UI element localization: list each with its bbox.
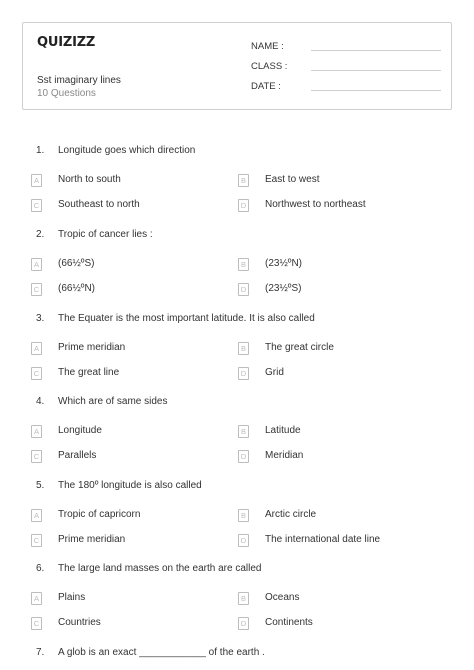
date-line <box>311 90 441 91</box>
question-text: Tropic of cancer lies : <box>58 229 153 240</box>
question-text: The Equater is the most important latitude. It is also called <box>58 313 315 324</box>
question-text: Longitude goes which direction <box>58 145 196 156</box>
name-field <box>251 41 284 52</box>
question-number: 2. <box>36 229 45 240</box>
option-text: Oceans <box>265 592 300 603</box>
option-text: (23½ºS) <box>265 283 302 294</box>
option-letter-box[interactable]: A <box>31 258 42 271</box>
option-letter-box[interactable]: D <box>238 367 249 380</box>
class-field <box>251 61 287 72</box>
option-text: (66½ºS) <box>58 258 95 269</box>
option-letter-box[interactable]: B <box>238 425 249 438</box>
question-text: The 180º longitude is also called <box>58 480 202 491</box>
quizizz-logo: QUIZIZZ <box>37 35 96 50</box>
option-letter-box[interactable]: D <box>238 450 249 463</box>
date-label: DATE : <box>251 81 281 92</box>
option-text: Prime meridian <box>58 342 126 353</box>
option-text: Parallels <box>58 450 97 461</box>
option-letter-box[interactable]: A <box>31 425 42 438</box>
question-count: 10 Questions <box>37 88 96 99</box>
worksheet-title: Sst imaginary lines <box>37 75 121 86</box>
date-field <box>251 81 281 92</box>
option-letter-box[interactable]: B <box>238 592 249 605</box>
option-letter-box[interactable]: D <box>238 617 249 630</box>
option-text: (66½ºN) <box>58 283 95 294</box>
option-letter-box[interactable]: A <box>31 592 42 605</box>
question-number: 6. <box>36 563 45 574</box>
option-text: Grid <box>265 367 284 378</box>
question-number: 7. <box>36 647 45 658</box>
option-text: (23½ºN) <box>265 258 302 269</box>
class-line <box>311 70 441 71</box>
option-letter-box[interactable]: C <box>31 283 42 296</box>
question-number: 3. <box>36 313 45 324</box>
option-letter-box[interactable]: C <box>31 450 42 463</box>
option-letter-box[interactable]: B <box>238 174 249 187</box>
option-text: Countries <box>58 617 101 628</box>
class-label: CLASS : <box>251 61 288 72</box>
question-text: The large land masses on the earth are called <box>58 563 262 574</box>
option-text: Northwest to northeast <box>265 199 366 210</box>
option-text: North to south <box>58 174 121 185</box>
option-letter-box[interactable]: B <box>238 258 249 271</box>
option-letter-box[interactable]: C <box>31 617 42 630</box>
option-text: Arctic circle <box>265 509 317 520</box>
option-text: Prime meridian <box>58 534 126 545</box>
option-text: Plains <box>58 592 86 603</box>
question-number: 1. <box>36 145 45 156</box>
option-text: Latitude <box>265 425 301 436</box>
option-letter-box[interactable]: D <box>238 199 249 212</box>
option-letter-box[interactable]: B <box>238 342 249 355</box>
option-text: The great circle <box>265 342 334 353</box>
option-text: The international date line <box>265 534 381 545</box>
question-number: 4. <box>36 396 45 407</box>
option-letter-box[interactable]: A <box>31 509 42 522</box>
option-text: Meridian <box>265 450 304 461</box>
option-letter-box[interactable]: D <box>238 283 249 296</box>
question-number: 5. <box>36 480 45 491</box>
worksheet-header <box>22 22 452 110</box>
name-line <box>311 50 441 51</box>
option-letter-box[interactable]: A <box>31 174 42 187</box>
option-letter-box[interactable]: D <box>238 534 249 547</box>
option-text: Tropic of capricorn <box>58 509 141 520</box>
option-letter-box[interactable]: C <box>31 199 42 212</box>
option-letter-box[interactable]: C <box>31 534 42 547</box>
option-letter-box[interactable]: C <box>31 367 42 380</box>
option-text: Longitude <box>58 425 102 436</box>
option-text: The great line <box>58 367 120 378</box>
question-text: A glob is an exact ____________ of the earth . <box>58 647 265 658</box>
option-letter-box[interactable]: A <box>31 342 42 355</box>
option-letter-box[interactable]: B <box>238 509 249 522</box>
option-text: Continents <box>265 617 313 628</box>
question-text: Which are of same sides <box>58 396 168 407</box>
name-label: NAME : <box>251 41 284 52</box>
option-text: Southeast to north <box>58 199 140 210</box>
option-text: East to west <box>265 174 320 185</box>
